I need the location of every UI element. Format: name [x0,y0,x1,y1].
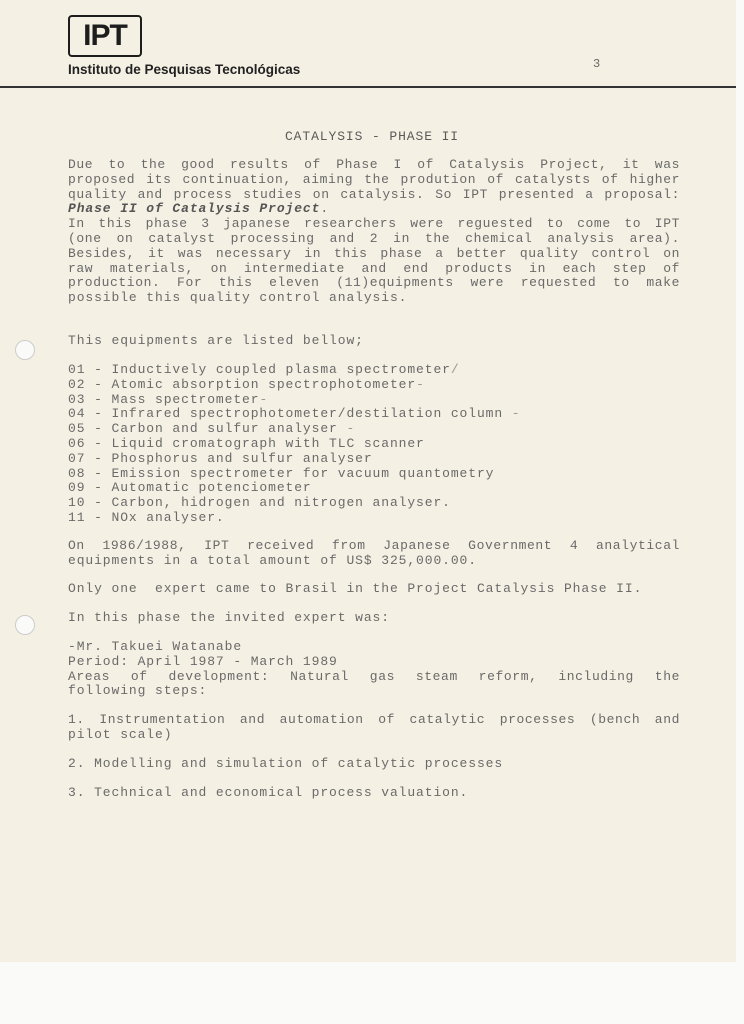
check-mark: - [259,391,269,407]
equipment-label: 01 - Inductively coupled plasma spectrometer [68,362,451,377]
equipment-item [68,481,680,496]
equipment-item [68,467,680,482]
equipment-label: 05 - Carbon and sulfur analyser [68,421,338,437]
received-paragraph [68,539,680,569]
only-one-text: Only one expert came to Brasil in the Project Catalysis Phase II. [68,581,643,596]
text-punct: . [320,201,330,217]
text-line: Due to the good results of Phase I of Catalysis Project, it was [68,157,680,172]
intro-paragraph [68,158,680,306]
text-line: On 1986/1988, IPT received from Japanese Government 4 analytical [68,538,680,553]
equipment-item [68,496,680,511]
expert-period: Period: April 1987 - March 1989 [68,653,338,669]
text-line: In this phase 3 japanese researchers were reguested to come to IPT [68,216,680,232]
text-line: raw materials, on intermediate and end products in each step of [68,260,680,276]
punch-hole [15,340,35,360]
equipment-label: 10 - Carbon, hidrogen and nitrogen analyser. [68,495,451,511]
expert-block [68,640,680,699]
text-line: quality and process studies on catalysis. So IPT presented a proposal: [68,186,680,202]
equipment-item [68,393,680,408]
check-mark: - [337,421,356,437]
equipment-label: 08 - Emission spectrometer for vacuum quantometry [68,465,495,481]
equipment-item [68,511,680,526]
text-line: 1. Instrumentation and automation of catalytic processes (bench and [68,712,680,727]
step-1 [68,713,680,743]
check-mark: / [450,362,460,377]
equipment-item [68,378,680,393]
text-line: pilot scale) [68,726,173,742]
expert-name: -Mr. Takuei Watanabe [68,639,243,654]
equipment-label: 03 - Mass spectrometer [68,391,260,407]
equipment-list [68,363,680,526]
text-line: (one on catalyst processing and 2 in the chemical analysis area). [68,230,680,246]
punch-hole [15,615,35,635]
text-line: proposed its continuation, aiming the prodution of catalysts of higher [68,171,680,187]
invited-text: In this phase the invited expert was: [68,610,390,625]
text-line: production. For this eleven (11)equipments were requested to make [68,275,680,291]
step-3: 3. Technical and economical process valuation. [68,785,469,800]
header-divider [0,86,736,88]
equipment-item [68,422,680,437]
equipment-item [68,437,680,452]
equipment-label: 06 - Liquid cromatograph with TLC scanner [68,435,425,451]
document-title: CATALYSIS - PHASE II [284,129,460,144]
text-line: equipments in a total amount of US$ 325,000.00. [68,552,477,568]
equipment-label: 02 - Atomic absorption spectrophotometer [68,376,417,392]
equipment-item [68,363,680,378]
page-number: 3 [593,57,601,71]
step-2: 2. Modelling and simulation of catalytic processes [68,756,504,771]
expert-areas-cont: following steps: [68,683,208,699]
equipment-label: 11 - NOx analyser. [68,509,225,525]
equipment-item [68,452,680,467]
text-line: Besides, it was necessary in this phase a better quality control on [68,245,680,261]
ipt-logo: IPT [68,15,142,57]
equipment-label: 07 - Phosphorus and sulfur analyser [68,450,373,466]
text-line: possible this quality control analysis. [68,290,408,306]
list-intro: This equipments are listed bellow; [68,333,364,348]
organization-name: Instituto de Pesquisas Tecnológicas [68,62,301,77]
expert-areas: Areas of development: Natural gas steam reform, including the [68,668,680,684]
check-mark: - [416,376,425,392]
check-mark: - [503,406,521,422]
equipment-label: 09 - Automatic potenciometer [68,480,312,496]
project-name: Phase II of Catalysis Project [68,201,321,217]
equipment-label: 04 - Infrared spectrophotometer/destilation column [68,406,504,422]
equipment-item [68,407,680,422]
